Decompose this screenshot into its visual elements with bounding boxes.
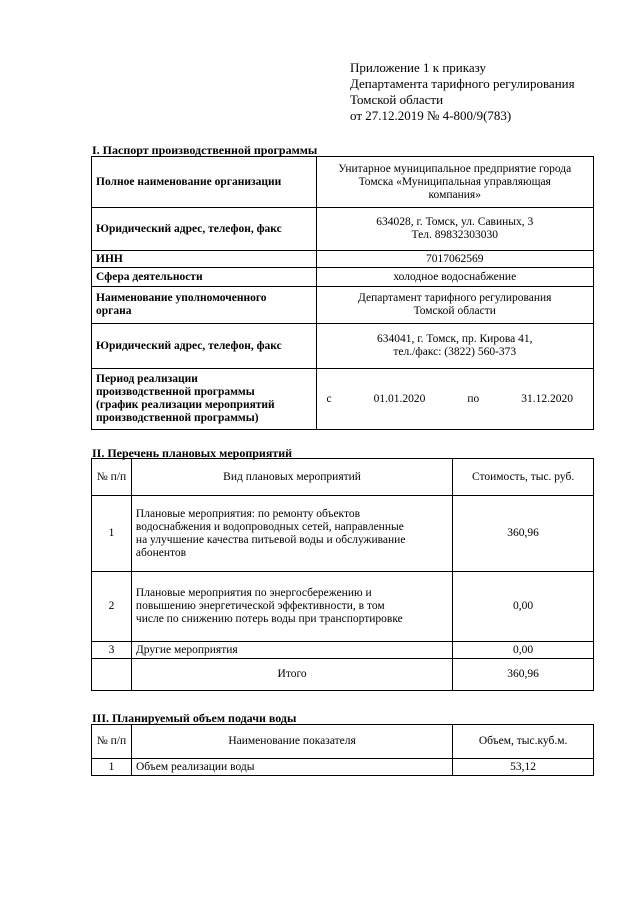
- table-row: [92, 759, 594, 776]
- section3-title: III. Планируемый объем подачи воды: [92, 711, 297, 725]
- row-label: Сфера деятельности: [92, 268, 317, 287]
- label-line: Наименование уполномоченного: [96, 292, 267, 304]
- table-header-row: [92, 725, 594, 759]
- header-line: Департамента тарифного регулирования: [350, 76, 575, 91]
- text-line: числе по снижению потерь воды при транспортировке: [135, 613, 403, 625]
- table-row: [92, 496, 594, 572]
- measure-name: [131, 572, 452, 642]
- row-value: [316, 287, 594, 324]
- measures-table: [91, 458, 594, 691]
- period-to-date: 31.12.2020: [521, 392, 573, 405]
- table-header-row: [92, 459, 594, 496]
- value-line: Тел. 89832303030: [411, 229, 498, 241]
- value-line: Томской области: [413, 305, 496, 317]
- label-line: Период реализации: [96, 373, 198, 385]
- order-reference: [350, 60, 575, 124]
- measure-cost: 0,00: [453, 642, 594, 659]
- row-value: [316, 208, 594, 251]
- value-line: компания»: [428, 188, 481, 201]
- text-line: Плановые мероприятия по энергосбережению и: [135, 587, 372, 599]
- measure-name: [131, 496, 452, 572]
- table-row: [92, 208, 594, 251]
- total-label: Итого: [131, 659, 452, 691]
- table-row: [92, 572, 594, 642]
- total-value: 360,96: [453, 659, 594, 691]
- label-line: (график реализации мероприятий: [96, 399, 275, 411]
- row-value: холодное водоснабжение: [316, 268, 594, 287]
- table-row: [92, 324, 594, 369]
- table-row: [92, 251, 594, 268]
- header-line: Томской области: [350, 92, 444, 107]
- text-line: абонентов: [135, 546, 187, 559]
- text-line: Плановые мероприятия: по ремонту объектов: [135, 507, 361, 520]
- period-from-date: 01.01.2020: [373, 392, 426, 405]
- text-line: водоснабжения и водопроводных сетей, направленные: [135, 520, 404, 533]
- measure-name: Другие мероприятия: [131, 642, 452, 659]
- value-line: 634028, г. Томск, ул. Савиных, 3: [376, 216, 534, 228]
- label-line: производственной программы): [96, 412, 259, 424]
- column-header: Вид плановых мероприятий: [131, 459, 452, 496]
- header-line: Приложение 1 к приказу: [350, 60, 487, 75]
- table-row: [92, 157, 594, 208]
- row-label: ИНН: [92, 251, 317, 268]
- row-number: 3: [92, 642, 132, 659]
- section1-title: I. Паспорт производственной программы: [92, 143, 318, 157]
- volume-table: [91, 724, 594, 776]
- measure-cost: 360,96: [453, 496, 594, 572]
- column-header: Наименование показателя: [131, 725, 452, 759]
- value-line: Департамент тарифного регулирования: [358, 292, 552, 304]
- period-from-word: с: [326, 392, 332, 405]
- value-line: Томска «Муниципальная управляющая: [358, 175, 551, 188]
- row-label: [92, 287, 317, 324]
- column-header: № п/п: [92, 725, 132, 759]
- table-row: [92, 369, 594, 430]
- column-header: Объем, тыс.куб.м.: [453, 725, 594, 759]
- header-line: от 27.12.2019 № 4-800/9(783): [350, 108, 512, 123]
- table-row: [92, 287, 594, 324]
- value-line: Унитарное муниципальное предприятие города: [338, 162, 572, 175]
- column-header: № п/п: [92, 459, 132, 496]
- column-header: Стоимость, тыс. руб.: [453, 459, 594, 496]
- period-to-word: по: [467, 392, 480, 405]
- period-value: [316, 369, 594, 430]
- text-line: на улучшение качества питьевой воды и обслуживание: [135, 533, 406, 546]
- row-value: [316, 157, 594, 208]
- label-line: органа: [96, 305, 132, 317]
- text-line: повышению энергетической эффективности, в том: [135, 600, 385, 612]
- row-number: 2: [92, 572, 132, 642]
- indicator-name: Объем реализации воды: [131, 759, 452, 776]
- empty-cell: [92, 659, 132, 691]
- row-label: Юридический адрес, телефон, факс: [92, 324, 317, 369]
- section2-title: II. Перечень плановых мероприятий: [92, 446, 293, 460]
- passport-table: [91, 156, 594, 430]
- row-label: Полное наименование организации: [92, 157, 317, 208]
- table-row: [92, 642, 594, 659]
- indicator-value: 53,12: [453, 759, 594, 776]
- period-label: [92, 369, 317, 430]
- label-line: производственной программы: [96, 386, 255, 398]
- row-number: 1: [92, 496, 132, 572]
- row-value: 7017062569: [316, 251, 594, 268]
- row-label: Юридический адрес, телефон, факс: [92, 208, 317, 251]
- measure-cost: 0,00: [453, 572, 594, 642]
- total-row: [92, 659, 594, 691]
- value-line: тел./факс: (3822) 560-373: [393, 346, 517, 358]
- row-value: [316, 324, 594, 369]
- row-number: 1: [92, 759, 132, 776]
- table-row: [92, 268, 594, 287]
- value-line: 634041, г. Томск, пр. Кирова 41,: [377, 333, 533, 345]
